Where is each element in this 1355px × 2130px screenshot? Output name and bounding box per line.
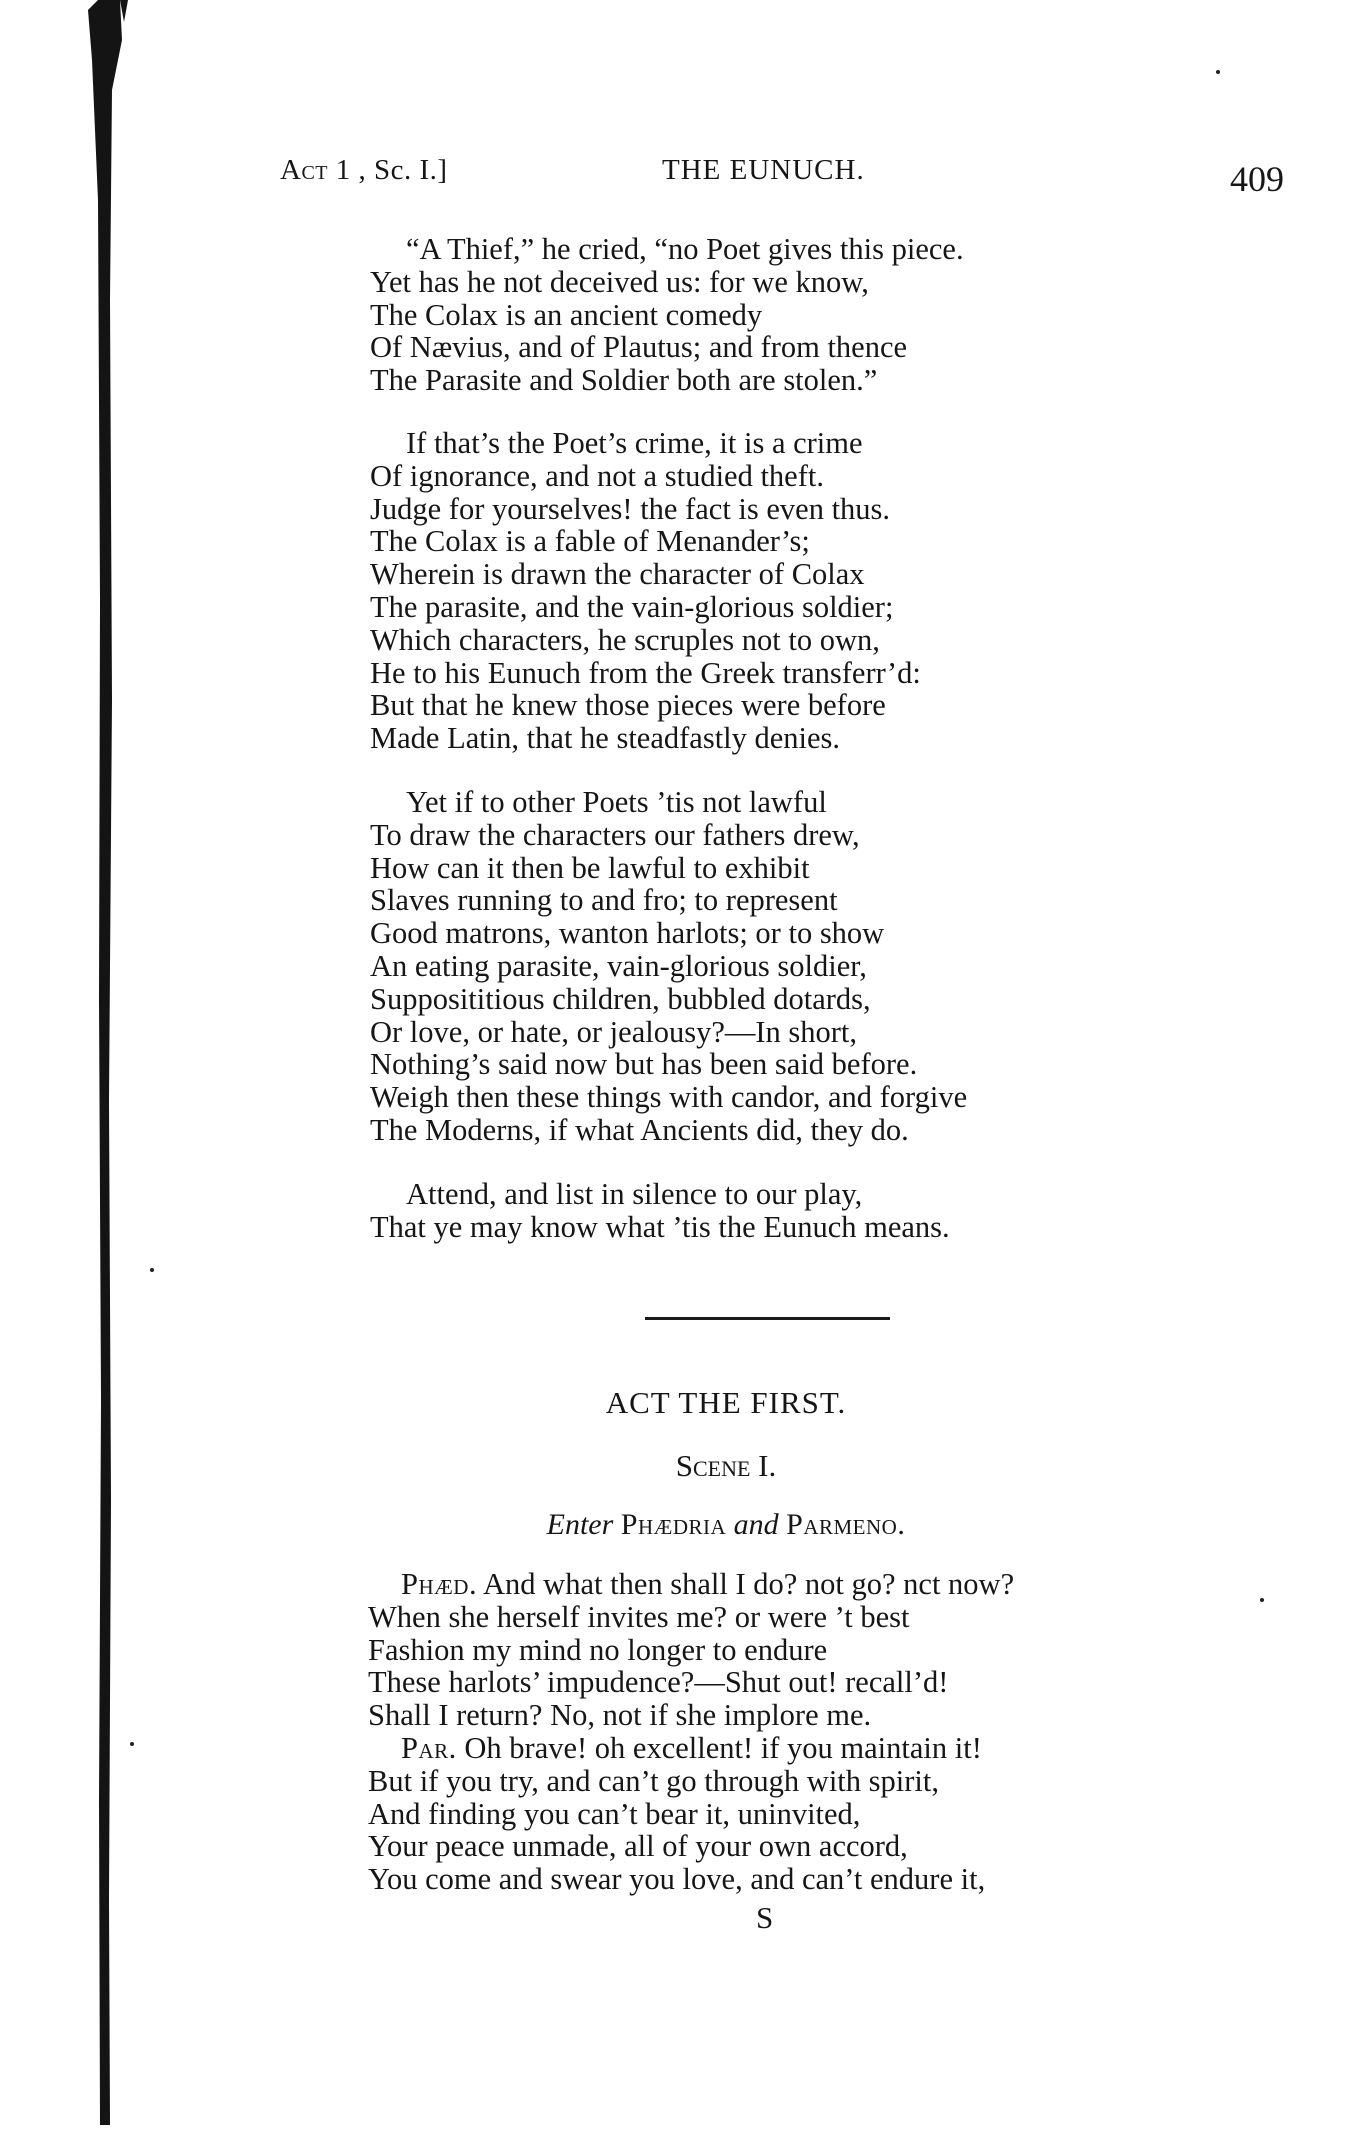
running-head [280, 150, 1300, 200]
verse-line: Supposititious children, bubbled dotards, [370, 981, 871, 1016]
verse-line: Made Latin, that he steadfastly denies. [370, 721, 841, 756]
dialogue-line: Phæd. And what then shall I do? not go? nct now? [401, 1567, 1015, 1601]
verse-line: If that’s the Poet’s crime, it is a crime [406, 426, 863, 460]
verse-line: Attend, and list in silence to our play, [406, 1177, 863, 1211]
dialogue-line: You come and swear you love, and can’t endure it, [368, 1862, 986, 1897]
act-title: ACT THE FIRST. [605, 1385, 847, 1420]
verse-line: Good matrons, wanton harlots; or to show [370, 916, 885, 951]
dialogue-line: Par. Oh brave! oh excellent! if you maintain it! [401, 1730, 982, 1765]
verse-line: How can it then be lawful to exhibit [370, 850, 810, 885]
dialogue-line: Shall I return? No, not if she implore me. [368, 1698, 872, 1733]
dialogue-line: When she herself invites me? or were ’t best [368, 1599, 910, 1634]
dialogue [368, 1568, 1268, 1896]
signature-mark: S [756, 1900, 774, 1935]
scan-speck [150, 1268, 154, 1272]
prologue-stanza-1 [370, 233, 1250, 397]
verse-line: Of Nævius, and of Plautus; and from thence [370, 330, 908, 365]
page-binding-edge [88, 0, 128, 2125]
verse-line: That ye may know what ’tis the Eunuch means. [370, 1209, 950, 1244]
verse-line: The Colax is an ancient comedy [370, 297, 763, 332]
verse-line: Nothing’s said now but has been said before. [370, 1047, 918, 1082]
dialogue-line: Your peace unmade, all of your own accord, [368, 1829, 908, 1864]
scene-title: Scene I. [675, 1448, 777, 1483]
verse-line: Weigh then these things with candor, and forgive [370, 1080, 968, 1115]
verse-line: Wherein is drawn the character of Colax [370, 557, 865, 592]
verse-line: The Colax is a fable of Menander’s; [370, 524, 810, 559]
verse-line: Yet has he not deceived us: for we know, [370, 264, 869, 299]
page-number: 409 [1230, 159, 1284, 199]
prologue-stanza-2 [370, 427, 1250, 755]
prologue-stanza-4 [370, 1178, 1250, 1244]
speaker-name: Phæd. [401, 1567, 478, 1601]
verse-line: He to his Eunuch from the Greek transferr’d: [370, 655, 921, 690]
section-divider [645, 1317, 890, 1320]
verse-line: Or love, or hate, or jealousy?—In short, [370, 1014, 858, 1049]
verse-line: Slaves running to and fro; to represent [370, 883, 838, 918]
scan-speck [130, 1742, 134, 1746]
dialogue-line: Fashion my mind no longer to endure [368, 1632, 828, 1667]
speaker-name: Par. [401, 1730, 457, 1765]
verse-line: Judge for yourselves! the fact is even thus. [370, 491, 891, 526]
verse-line: The parasite, and the vain-glorious soldier; [370, 589, 894, 624]
verse-line: The Moderns, if what Ancients did, they do. [370, 1112, 909, 1147]
prologue-stanza-3 [370, 786, 1250, 1147]
verse-line: Which characters, he scruples not to own, [370, 622, 880, 657]
running-head-title: THE EUNUCH. [662, 154, 865, 186]
verse-line: Yet if to other Poets ’tis not lawful [406, 785, 827, 819]
verse-line: To draw the characters our fathers drew, [370, 817, 860, 852]
running-head-act-scene: Act 1 , Sc. I.] [280, 154, 448, 186]
verse-line: The Parasite and Soldier both are stolen.” [370, 363, 878, 398]
verse-line: “A Thief,” he cried, “no Poet gives this piece. [406, 232, 964, 266]
verse-line: An eating parasite, vain-glorious soldier, [370, 948, 867, 983]
dialogue-line: But if you try, and can’t go through with spirit, [368, 1763, 939, 1798]
scan-speck [1216, 70, 1220, 74]
dialogue-line: And finding you can’t bear it, uninvited, [368, 1796, 861, 1831]
dialogue-line: These harlots’ impudence?—Shut out! recall’d! [368, 1665, 949, 1700]
verse-line: Of ignorance, and not a studied theft. [370, 458, 824, 493]
stage-direction: Enter Phædria and Parmeno. [546, 1508, 906, 1541]
verse-line: But that he knew those pieces were before [370, 688, 886, 723]
